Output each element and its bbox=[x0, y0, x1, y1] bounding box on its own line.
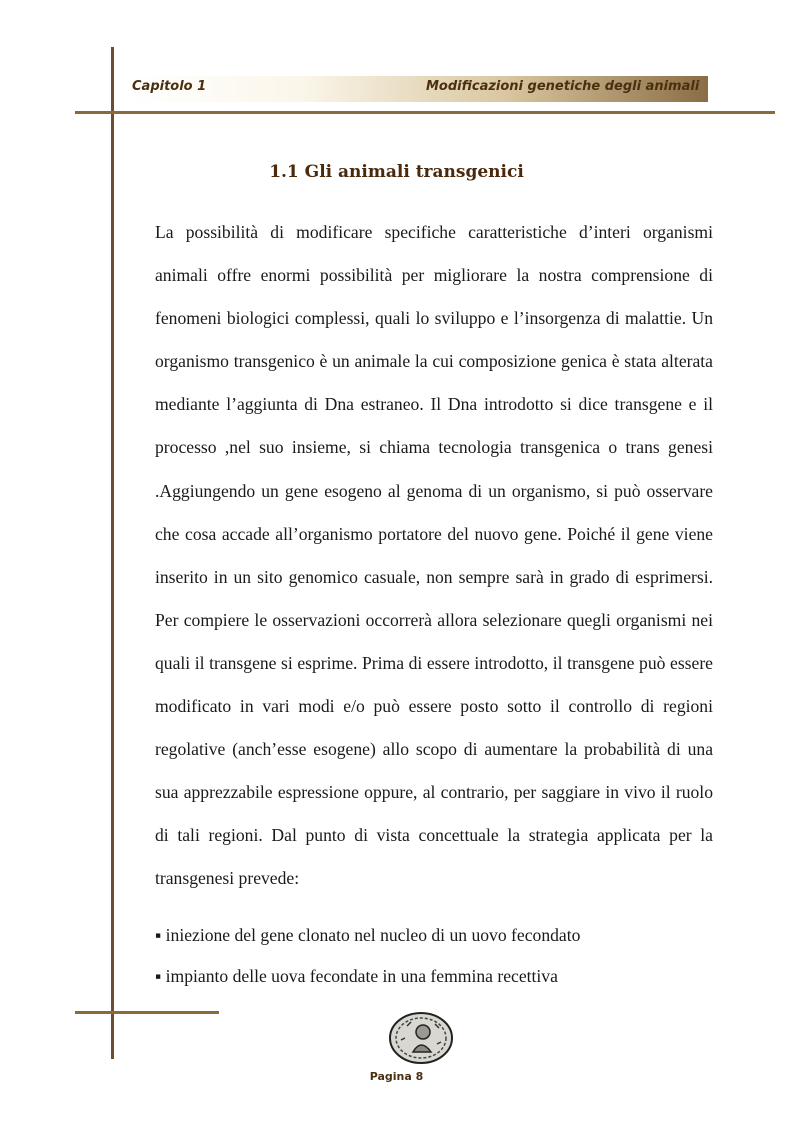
page-number: Pagina 8 bbox=[369, 1070, 424, 1083]
chapter-label: Capitolo 1 bbox=[132, 79, 207, 94]
coin-logo-icon bbox=[387, 1010, 455, 1065]
bullet-list bbox=[155, 915, 715, 997]
header-rule bbox=[75, 111, 775, 114]
list-item: ▪ impianto delle uova fecondate in una femmina recettiva bbox=[155, 966, 558, 986]
section-label: Modificazioni genetiche degli animali bbox=[426, 79, 700, 94]
body-paragraph: La possibilità di modificare specifiche caratteristiche d’interi organismi animali offre enormi possibilità per migliorare la nostra comprensione di fenomeni biologici complessi, quali lo sviluppo e l’insorgenza di malattie. Un organismo transgenico è un animale la cui composizione genica è stata alterata mediante l’aggiunta di Dna estraneo. Il Dna introdotto si dice transgene e il processo ,nel suo insieme, si chiama tecnologia transgenica o trans genesi .Aggiungendo un gene esogeno al genoma di un organismo, si può osservare che cosa accade all’organismo portatore del nuovo gene. Poiché il gene viene inserito in un sito genomico casuale, non sempre sarà in grado di esprimersi. Per compiere le osservazioni occorrerà allora selezionare quegli organismi nei quali il transgene si esprime. Prima di essere introdotto, il transgene può essere modificato in vari modi e/o può essere posto sotto il controllo di regioni regolative (anch’esse esogene) allo scopo di aumentare la probabilità di una sua apprezzabile espressione oppure, al contrario, per saggiare in vivo il ruolo di tali regioni. Dal punto di vista concettuale la strategia applicata per la transgenesi prevede: bbox=[155, 222, 713, 889]
footer-rule bbox=[75, 1011, 219, 1014]
left-margin-rule bbox=[111, 47, 114, 1059]
section-title: 1.1 Gli animali transgenici bbox=[269, 162, 524, 182]
list-item: ▪ iniezione del gene clonato nel nucleo di un uovo fecondato bbox=[155, 925, 581, 945]
